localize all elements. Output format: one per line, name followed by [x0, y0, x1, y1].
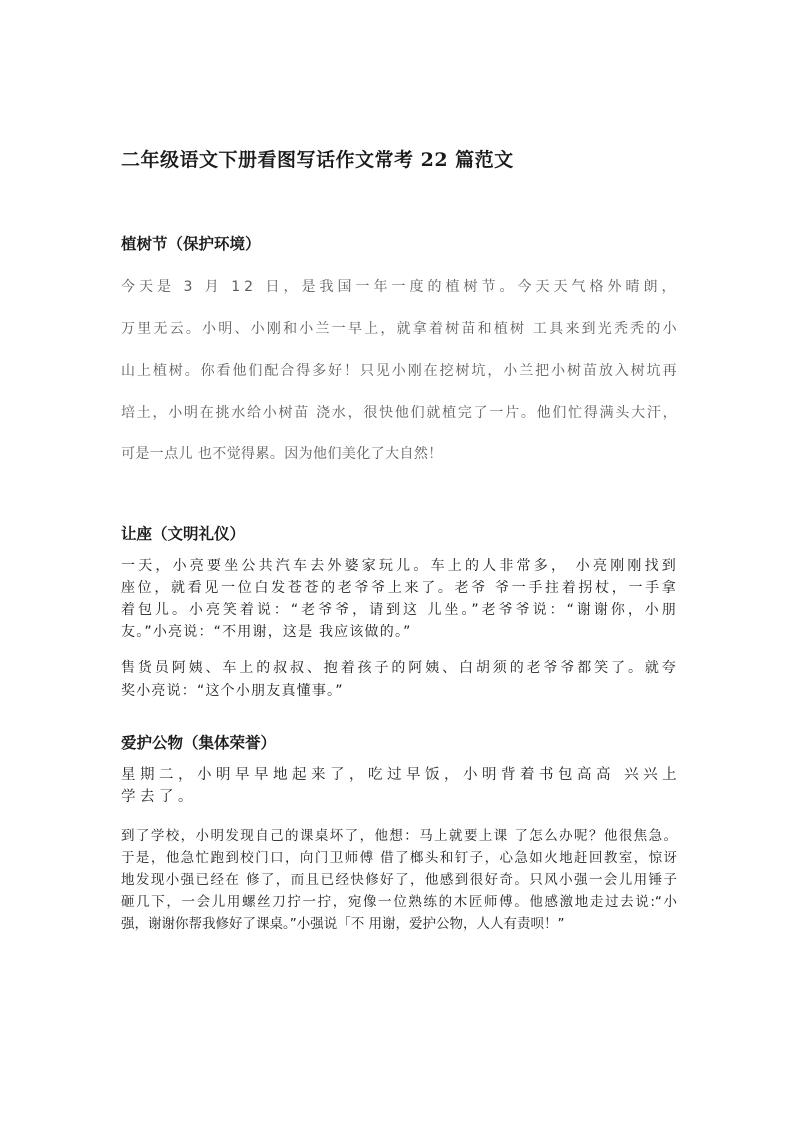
paragraph-line: 着包儿。小亮笑着说：“老爷爷，请到这 儿坐。”老爷爷说：“谢谢你，小朋	[121, 602, 677, 618]
paragraph-line: 星期二，小明早早地起来了，吃过早饭，小明背着书包高高 兴兴上	[121, 767, 682, 783]
paragraph-line: 奖小亮说：“这个小朋友真懂事。”	[121, 683, 344, 699]
paragraph-line: 山上植树。你看他们配合得多好！只见小刚在挖树坑，小兰把小树苗放入树坑再	[121, 363, 677, 379]
paragraph-line: 培土，小明在挑水给小树苗 浇水，很快他们就植完了一片。他们忙得满头大汗，	[121, 405, 677, 421]
paragraph-line: 于是，他急忙跑到校门口，向门卫师傅 借了榔头和钉子，心急如火地赶回教室，惊讶	[121, 850, 677, 866]
paragraph-line: 售货员阿姨、车上的叔叔、抱着孩子的阿姨、白胡须的老爷爷都笑了。就夸	[121, 660, 677, 676]
paragraph-line: 地发现小强已经在 修了，而且已经快修好了，他感到很好奇。只风小强一会儿用锤子	[121, 872, 677, 888]
paragraph-line: 今天是 3 月 12 日，是我国一年一度的植树节。今天天气格外晴朗，	[121, 279, 680, 295]
paragraph-line: 强，谢谢你帮我修好了课桌。”小强说「不 用谢，爱护公物，人人有责呗！”	[121, 916, 565, 932]
paragraph-line: 到了学校，小明发现自己的课桌坏了，他想：马上就要上课 了怎么办呢？他很焦急。	[121, 828, 677, 844]
section-heading-give-seat: 让座（文明礼仪）	[121, 524, 246, 543]
paragraph-line: 座位，就看见一位白发苍苍的老爷爷上来了。老爷 爷一手拄着拐杖，一手拿	[121, 580, 677, 596]
paragraph-line: 可是一点儿 也不觉得累。因为他们美化了大自然！	[121, 446, 443, 462]
document-title: 二年级语文下册看图写话作文常考 22 篇范文	[121, 149, 514, 171]
paragraph-line: 万里无云。小明、小刚和小兰一早上，就拿着树苗和植树 工具来到光秃秃的小	[121, 321, 677, 337]
paragraph-line: 一天，小亮要坐公共汽车去外婆家玩儿。车上的人非常多， 小亮刚刚找到	[121, 558, 677, 574]
paragraph-line: 友。”小亮说：“不用谢，这是 我应该做的。”	[121, 624, 412, 640]
paragraph-line: 砸几下，一会儿用螺丝刀拧一拧，宛像一位熟练的木匠师傅。他感激地走过去说:“小	[121, 894, 677, 910]
section-heading-protect-property: 爱护公物（集体荣誉）	[121, 733, 277, 752]
section-heading-tree-planting: 植树节（保护环境）	[121, 234, 261, 253]
paragraph-line: 学去了。	[121, 789, 197, 805]
